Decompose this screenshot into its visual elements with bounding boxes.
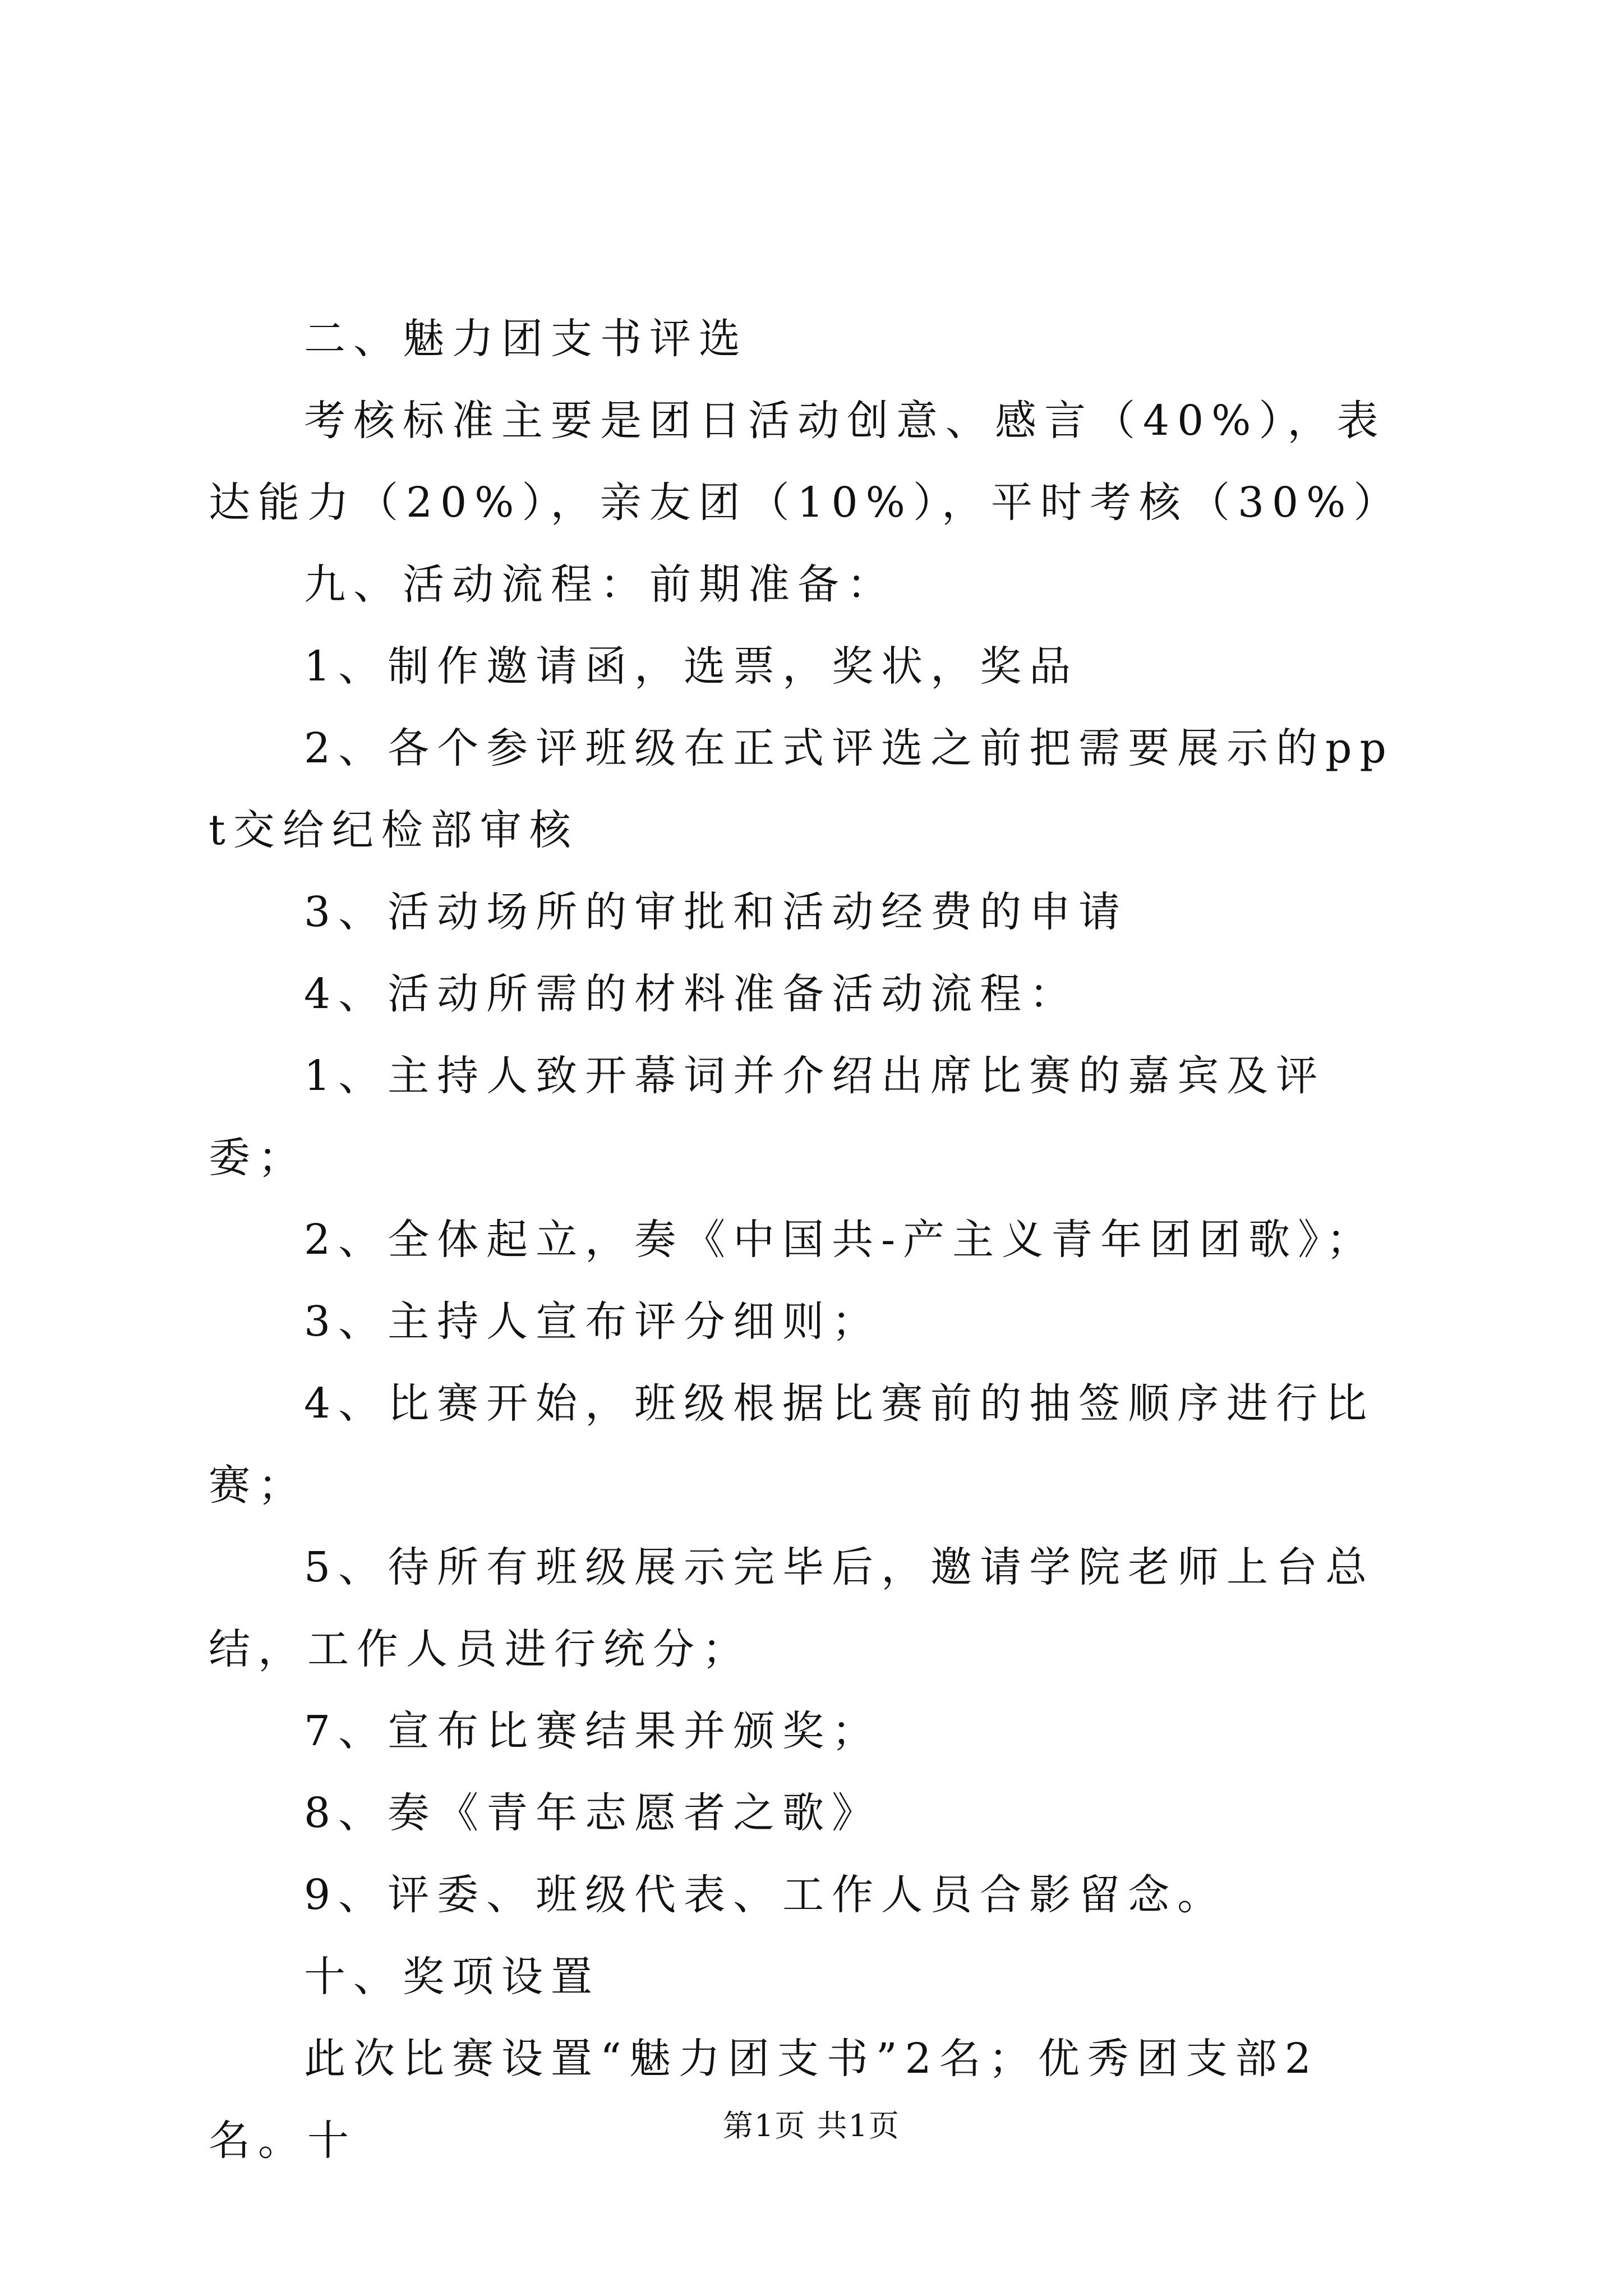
heading-section-2: 二、魅力团支书评选 (304, 315, 748, 363)
flow-item-7: 7、宣布比赛结果并颁奖； (304, 1707, 882, 1755)
flow-item-1: 1、主持人致开幕词并介绍出席比赛的嘉宾及评委； (209, 1052, 1326, 1182)
document-body (209, 298, 1414, 2182)
flow-item-8: 8、奏《青年志愿者之歌》 (304, 1789, 882, 1837)
prep-item-4: 4、活动所需的材料准备活动流程： (304, 970, 1079, 1018)
page-footer: 第1页 共1页 (723, 2108, 900, 2143)
paragraph-awards: 此次比赛设置“魅力团支书”2名；优秀团支部2名。十 (209, 2035, 1319, 2165)
flow-item-5: 5、待所有班级展示完毕后，邀请学院老师上台总结，工作人员进行统分； (209, 1543, 1375, 1673)
heading-section-10: 十、奖项设置 (304, 1953, 600, 2001)
prep-item-2: 2、各个参评班级在正式评选之前把需要展示的ppt交给纪检部审核 (209, 724, 1394, 854)
prep-item-3: 3、活动场所的审批和活动经费的申请 (304, 888, 1128, 936)
flow-item-4: 4、比赛开始，班级根据比赛前的抽签顺序进行比赛； (209, 1379, 1375, 1510)
flow-item-2: 2、全体起立，奏《中国共-产主义青年团团歌》； (304, 1216, 1376, 1264)
heading-section-9: 九、活动流程：前期准备： (304, 560, 896, 609)
flow-item-3: 3、主持人宣布评分细则； (304, 1297, 882, 1346)
prep-item-1: 1、制作邀请函，选票，奖状，奖品 (304, 642, 1079, 691)
paragraph-criteria: 考核标准主要是团日活动创意、感言（40%），表达能力（20%），亲友团（10%），平时考核（30%） (209, 397, 1403, 527)
flow-item-9: 9、评委、班级代表、工作人员合影留念。 (304, 1871, 1227, 1919)
